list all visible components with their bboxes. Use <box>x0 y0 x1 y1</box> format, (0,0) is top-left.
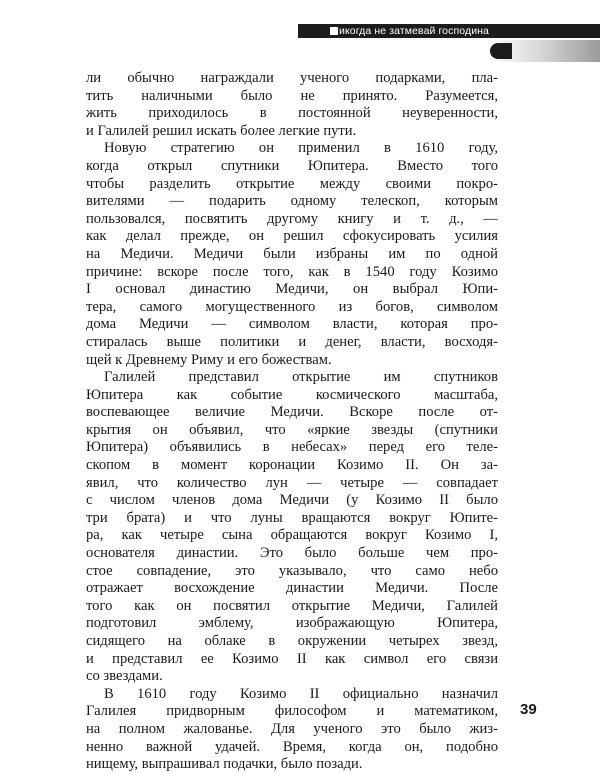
text-line: крытия он объявил, что «яркие звезды (спутники <box>86 421 498 438</box>
text-line: ра, как четыре сына обращаются вокруг Козимо I, <box>86 527 498 544</box>
text-line: как делал прежде, он решил сфокусировать усилия <box>86 228 498 245</box>
text-line: ли обычно награждали ученого подарками, пла- <box>86 70 498 86</box>
text-line: и представил ее Козимо II как символ его связи <box>86 650 498 667</box>
text-line: со звездами. <box>86 668 163 685</box>
text-line: тить наличными было не принято. Разумеется, <box>86 87 498 104</box>
text-line: с числом членов дома Медичи (у Козимо II было <box>86 492 498 509</box>
text-line: Новую стратегию он применил в 1610 году, <box>104 140 498 157</box>
text-line: нищему, выпрашивал подачки, было позади. <box>86 756 363 773</box>
text-line: отражает восхождение династии Медичи. После <box>86 580 498 597</box>
running-header <box>298 24 600 38</box>
text-line: когда открыл спутники Юпитера. Вместо того <box>86 157 498 174</box>
text-line: жить приходилось в постоянной неуверенности, <box>86 105 498 122</box>
text-line: того как он посвятил открытие Медичи, Галилей <box>86 597 498 614</box>
text-line: сидящего на облаке в окружении четырех звезд, <box>86 633 498 649</box>
header-square-mark <box>330 27 338 35</box>
text-line: воспевающее величие Медичи. Вскоре после от- <box>86 404 498 421</box>
chapter-thumb-tab <box>488 40 600 62</box>
text-line: тера, самого могущественного из богов, символом <box>86 298 498 315</box>
text-line: основателя династии. Это было больше чем про- <box>86 545 498 562</box>
text-line: Галилей представил открытие им спутников <box>104 369 498 386</box>
text-line: вителями — подарить одному телескоп, которым <box>86 193 498 210</box>
text-line: явил, что количество лун — четыре — совпадает <box>86 474 498 491</box>
text-line: на полном жалованье. Для ученого это было жиз- <box>86 720 498 737</box>
text-line: Галилея придворным философом и математиком, <box>86 703 498 720</box>
page-number: 39 <box>520 701 537 718</box>
tab-marker <box>490 43 512 59</box>
text-line: щей к Древнему Риму и его божествам. <box>86 351 332 368</box>
text-line: три брата) и что луны вращаются вокруг Юпите- <box>86 509 498 526</box>
text-line: I основал династию Медичи, он выбрал Юпи- <box>86 281 498 298</box>
text-line: ненно важной удачей. Время, когда он, подобно <box>86 738 498 755</box>
text-line: стиралась выше политики и денег, власти, восходя- <box>86 333 498 350</box>
text-line: и Галилей решил искать более легкие пути. <box>86 122 357 139</box>
body-text <box>86 70 498 774</box>
running-header-title: икогда не затмевай господина <box>339 25 489 37</box>
text-line: чтобы разделить открытие между своими покро- <box>86 175 498 192</box>
text-line: дома Медичи — символом власти, которая про- <box>86 316 498 333</box>
text-line: пользовался, посвятить другому книгу и т. д., — <box>86 210 498 227</box>
text-line: скопом в момент коронации Козимо II. Он за- <box>86 457 498 474</box>
text-line: Юпитера) объявились в небесах» перед его теле- <box>86 439 498 456</box>
text-line: подготовил эмблему, изображающую Юпитера, <box>86 615 498 632</box>
text-line: стое совпадение, это указывало, что само небо <box>86 562 498 579</box>
text-line: В 1610 году Козимо II официально назначил <box>104 685 498 702</box>
text-line: Юпитера как событие космического масштаба, <box>86 386 498 403</box>
text-line: причине: вскоре после того, как в 1540 году Козимо <box>86 263 498 280</box>
text-line: на Медичи. Медичи были избраны им по одной <box>86 245 498 262</box>
